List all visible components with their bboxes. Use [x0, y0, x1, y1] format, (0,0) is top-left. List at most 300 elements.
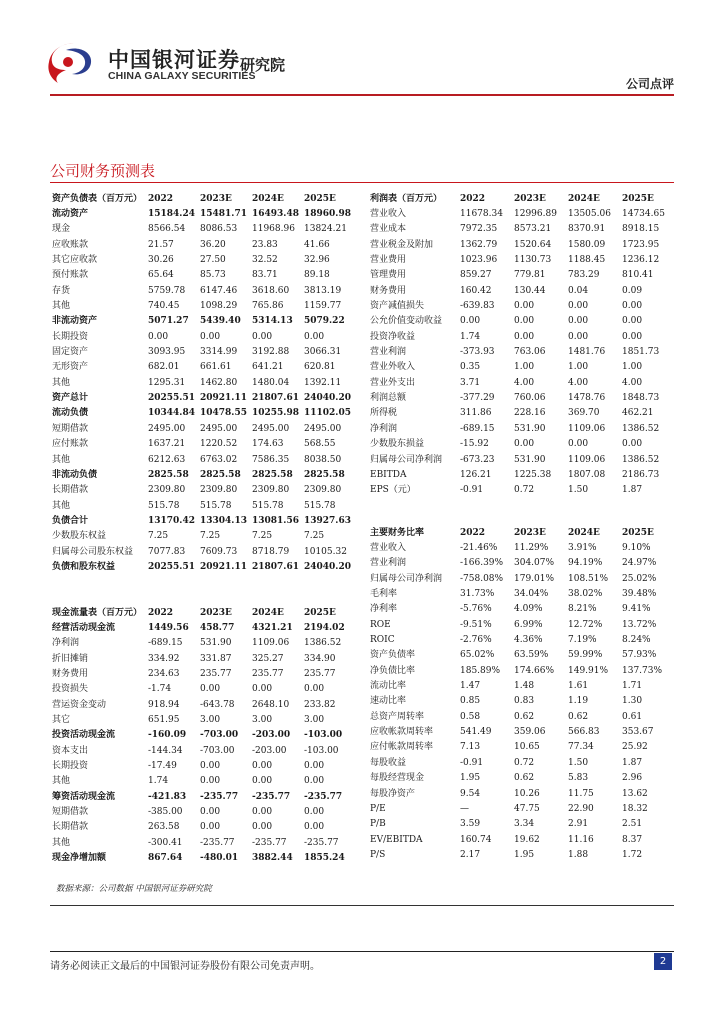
cell-value: 11968.96 [252, 224, 295, 235]
row-label: 每股经营现金 [370, 773, 425, 784]
table-row [368, 648, 674, 663]
cell-value: 24.97% [622, 558, 657, 569]
cell-value: 2.91 [568, 819, 589, 830]
cell-value: 0.00 [252, 761, 273, 772]
cell-value: 1481.76 [568, 347, 606, 358]
cell-value: 0.00 [514, 301, 535, 312]
table-row [50, 728, 354, 743]
cell-value: 1855.24 [304, 853, 345, 864]
row-label: 非流动资产 [52, 316, 98, 327]
table-header-row [368, 191, 674, 206]
row-label: 净负债比率 [370, 665, 416, 676]
cell-value: 682.01 [148, 362, 180, 373]
cell-value: 0.00 [514, 439, 535, 450]
cell-value: 22.90 [568, 803, 594, 814]
cell-value: 1362.79 [460, 239, 498, 250]
row-label: 非流动负债 [52, 469, 98, 480]
cell-value: 1236.12 [622, 255, 660, 266]
table-row [368, 571, 674, 586]
cell-value: 13.62 [622, 788, 648, 799]
cell-value: 1.00 [514, 362, 535, 373]
cell-value: 2186.73 [622, 469, 660, 480]
cell-value: 0.00 [622, 439, 643, 450]
table-row [50, 636, 354, 651]
cell-value: 11.16 [568, 834, 594, 845]
table-row [368, 663, 674, 678]
cell-value: 38.02% [568, 589, 603, 600]
table-row [368, 452, 674, 467]
column-header: 2022 [460, 527, 486, 538]
cell-value: 1.48 [514, 681, 535, 692]
cell-value: 0.00 [622, 316, 643, 327]
cell-value: 160.42 [460, 285, 492, 296]
cell-value: 531.90 [200, 638, 232, 649]
cell-value: 137.73% [622, 665, 663, 676]
cell-value: 2309.80 [252, 485, 290, 496]
column-header: 2022 [148, 193, 174, 204]
cell-value: 325.27 [252, 653, 284, 664]
cell-value: 6763.02 [200, 454, 238, 465]
cell-value: 13304.13 [200, 515, 247, 526]
cell-value: 1.19 [568, 696, 589, 707]
cell-value: 30.26 [148, 255, 174, 266]
cell-value: 4.00 [622, 377, 643, 388]
cell-value: 9.41% [622, 604, 651, 615]
cell-value: -9.51% [460, 619, 492, 630]
table-row [368, 540, 674, 555]
table-row [50, 222, 354, 237]
cell-value: 5.83 [568, 773, 589, 784]
cell-value: -235.77 [252, 791, 291, 802]
cell-value: 21807.61 [252, 393, 299, 404]
cell-value: 13081.56 [252, 515, 299, 526]
cell-value: 6212.63 [148, 454, 186, 465]
table-row [50, 774, 354, 789]
column-header: 2024E [568, 193, 600, 204]
column-header: 2023E [200, 193, 232, 204]
row-label: 无形资产 [52, 362, 89, 373]
cell-value: 0.00 [460, 316, 481, 327]
institute-label: 研究院 [240, 56, 286, 74]
page-number: 2 [654, 953, 672, 970]
row-label: 短期借款 [52, 807, 89, 818]
cell-value: 4.36% [514, 635, 543, 646]
cell-value: 1580.09 [568, 239, 606, 250]
cell-value: 515.78 [304, 500, 336, 511]
cell-value: 10.65 [514, 742, 540, 753]
cell-value: 311.86 [460, 408, 492, 419]
row-label: 营业费用 [370, 255, 407, 266]
cell-value: 0.00 [252, 331, 273, 342]
cell-value: 149.91% [568, 665, 609, 676]
column-header: 2022 [148, 607, 174, 618]
row-label: 营业税金及附加 [370, 239, 434, 250]
cell-value: 0.62 [568, 711, 589, 722]
brand-name-cn: 中国银河证券 [108, 48, 240, 72]
cell-value: 13927.63 [304, 515, 351, 526]
cell-value: 7077.83 [148, 546, 186, 557]
cell-value: 1386.52 [304, 638, 342, 649]
table-row [368, 694, 674, 709]
cell-value: 0.72 [514, 485, 535, 496]
cell-value: 235.77 [304, 669, 336, 680]
cell-value: 15184.24 [148, 209, 195, 220]
cell-value: 0.00 [200, 331, 221, 342]
cell-value: 2309.80 [304, 485, 342, 496]
cell-value: 11102.05 [304, 408, 351, 419]
cell-value: 0.00 [148, 331, 169, 342]
cell-value: 5079.22 [304, 316, 345, 327]
cell-value: -103.00 [304, 730, 343, 741]
cell-value: -703.00 [200, 745, 235, 756]
cell-value: 8.24% [622, 635, 651, 646]
cell-value: 7.25 [200, 531, 221, 542]
row-label: 资产总计 [52, 393, 89, 404]
cell-value: -0.91 [460, 757, 484, 768]
table-row [50, 820, 354, 835]
row-label: ROIC [370, 635, 395, 646]
cell-value: 34.04% [514, 589, 549, 600]
cell-value: 3.91% [568, 543, 597, 554]
cell-value: 2648.10 [252, 699, 290, 710]
cell-value: 859.27 [460, 270, 492, 281]
cell-value: 13.72% [622, 619, 657, 630]
cell-value: 462.21 [622, 408, 654, 419]
cell-value: 8.37 [622, 834, 643, 845]
cell-value: 0.00 [304, 761, 325, 772]
cell-value: 1.72 [622, 849, 643, 860]
row-label: P/E [370, 803, 386, 814]
cell-value: -673.23 [460, 454, 495, 465]
table-row [50, 513, 354, 528]
table-row [50, 206, 354, 221]
cell-value: 77.34 [568, 742, 594, 753]
cell-value: 7586.35 [252, 454, 290, 465]
cell-value: 0.04 [568, 285, 589, 296]
row-label: EV/EBITDA [370, 834, 423, 845]
cell-value: 6147.46 [200, 285, 238, 296]
table-row [50, 697, 354, 712]
cell-value: 1188.45 [568, 255, 606, 266]
cell-value: 11.75 [568, 788, 594, 799]
row-label: 资本支出 [52, 745, 89, 756]
table-row [368, 390, 674, 405]
cell-value: 7972.35 [460, 224, 498, 235]
table-row [50, 851, 354, 866]
row-label: 固定资产 [52, 347, 89, 358]
table-row [50, 421, 354, 436]
cell-value: 3093.95 [148, 347, 186, 358]
row-label: ROE [370, 619, 391, 630]
cell-value: 3882.44 [252, 853, 293, 864]
cell-value: -235.77 [200, 837, 235, 848]
cell-value: 3314.99 [200, 347, 238, 358]
cell-value: -377.29 [460, 393, 495, 404]
cell-value: 7609.73 [200, 546, 238, 557]
column-header: 2023E [514, 527, 546, 538]
column-header: 2024E [568, 527, 600, 538]
cell-value: -21.46% [460, 543, 498, 554]
cell-value: 25.92 [622, 742, 648, 753]
cell-value: 1098.29 [200, 301, 238, 312]
column-header: 2025E [304, 193, 336, 204]
row-label: 其它 [52, 715, 71, 726]
cell-value: 108.51% [568, 573, 609, 584]
cell-value: 11.29% [514, 543, 549, 554]
cell-value: 0.09 [622, 285, 643, 296]
row-label: 长期借款 [52, 822, 89, 833]
table-row [368, 268, 674, 283]
cell-value: 0.00 [622, 301, 643, 312]
cell-value: 531.90 [514, 454, 546, 465]
cell-value: 1.71 [622, 681, 643, 692]
cell-value: 1386.52 [622, 423, 660, 434]
cell-value: 1.87 [622, 485, 643, 496]
cell-value: 4.00 [514, 377, 535, 388]
cell-value: -2.76% [460, 635, 492, 646]
row-label: 营业收入 [370, 209, 407, 220]
row-label: 其他 [52, 500, 71, 511]
table-row [50, 252, 354, 267]
cell-value: 13505.06 [568, 209, 611, 220]
table-bottom-divider [50, 905, 674, 906]
table-row [368, 847, 674, 862]
cell-value: 4321.21 [252, 623, 293, 634]
cell-value: 8370.91 [568, 224, 606, 235]
row-label: 长期投资 [52, 761, 89, 772]
cell-value: 1.47 [460, 681, 481, 692]
cell-value: 65.02% [460, 650, 495, 661]
cell-value: 65.64 [148, 270, 174, 281]
row-label: 营业外收入 [370, 362, 416, 373]
row-label: 速动比率 [370, 696, 407, 707]
cell-value: 23.83 [252, 239, 278, 250]
table-row [368, 755, 674, 770]
cell-value: 0.00 [200, 807, 221, 818]
table-row [368, 344, 674, 359]
cell-value: 3.00 [304, 715, 325, 726]
cell-value: 515.78 [200, 500, 232, 511]
cell-value: -15.92 [460, 439, 489, 450]
cell-value: -689.15 [148, 638, 183, 649]
cell-value: 0.00 [304, 331, 325, 342]
cell-value: 0.00 [514, 316, 535, 327]
cell-value: 1023.96 [460, 255, 498, 266]
cell-value: 1220.52 [200, 439, 238, 450]
table-row [50, 712, 354, 727]
cell-value: -0.91 [460, 485, 484, 496]
cell-value: 0.00 [568, 331, 589, 342]
row-label: 投资活动现金流 [52, 730, 116, 741]
row-label: 净利润 [52, 638, 80, 649]
cell-value: 8918.15 [622, 224, 660, 235]
row-label: 筹资活动现金流 [52, 791, 116, 802]
income-statement-table [368, 191, 674, 498]
cell-value: 2495.00 [252, 423, 290, 434]
cell-value: 2194.02 [304, 623, 345, 634]
cell-value: 233.82 [304, 699, 336, 710]
table-row [368, 421, 674, 436]
cell-value: 458.77 [200, 623, 235, 634]
cell-value: 304.07% [514, 558, 555, 569]
table-row [50, 758, 354, 773]
cell-value: 0.72 [514, 757, 535, 768]
cell-value: 2825.58 [252, 469, 293, 480]
cell-value: -5.76% [460, 604, 492, 615]
row-label: 少数股东损益 [370, 439, 425, 450]
cell-value: 126.21 [460, 469, 492, 480]
cell-value: 2309.80 [148, 485, 186, 496]
row-label: 财务费用 [52, 669, 89, 680]
row-label: 净利润 [370, 423, 398, 434]
cell-value: 10255.98 [252, 408, 299, 419]
cell-value: 3.71 [460, 377, 481, 388]
row-label: 每股净资产 [370, 788, 416, 799]
cell-value: 7.25 [148, 531, 169, 542]
table-row [50, 390, 354, 405]
table-row [50, 283, 354, 298]
cell-value: 89.18 [304, 270, 330, 281]
cell-value: 763.06 [514, 347, 546, 358]
cell-value: 0.61 [622, 711, 643, 722]
cell-value: -144.34 [148, 745, 183, 756]
cell-value: 32.96 [304, 255, 330, 266]
cell-value: 13824.21 [304, 224, 347, 235]
table-row [50, 559, 354, 574]
table-row [50, 467, 354, 482]
cell-value: 3813.19 [304, 285, 342, 296]
cell-value: 810.41 [622, 270, 654, 281]
cell-value: -203.00 [252, 730, 291, 741]
cell-value: 18.32 [622, 803, 648, 814]
table-row [50, 483, 354, 498]
cell-value: 7.13 [460, 742, 481, 753]
table-row [368, 483, 674, 498]
cell-value: 541.49 [460, 727, 492, 738]
cell-value: 0.00 [568, 316, 589, 327]
cell-value: 1225.38 [514, 469, 552, 480]
cell-value: 2825.58 [200, 469, 241, 480]
cell-value: 25.02% [622, 573, 657, 584]
cell-value: 760.06 [514, 393, 546, 404]
row-label: 营运资金变动 [52, 699, 107, 710]
row-label: 投资损失 [52, 684, 89, 695]
table-row [50, 452, 354, 467]
cell-value: 5439.40 [200, 316, 241, 327]
table-row [368, 437, 674, 452]
cell-value: 3.34 [514, 819, 535, 830]
document-type: 公司点评 [625, 77, 674, 91]
cell-value: 7.25 [252, 531, 273, 542]
cell-value: 21.57 [148, 239, 174, 250]
row-label: 流动资产 [52, 209, 89, 220]
cell-value: 359.06 [514, 727, 546, 738]
cell-value: 8.21% [568, 604, 597, 615]
row-label: 投资净收益 [370, 331, 416, 342]
row-label: EPS（元） [370, 485, 416, 496]
table-row [368, 237, 674, 252]
cell-value: -480.01 [200, 853, 239, 864]
cell-value: 765.86 [252, 301, 284, 312]
cell-value: 7.25 [304, 531, 325, 542]
data-source-note: 数据来源：公司数据 中国银河证券研究院 [56, 884, 212, 894]
row-label: 营业利润 [370, 347, 407, 358]
row-label: 归属母公司净利润 [370, 573, 443, 584]
table-row [50, 298, 354, 313]
table-row [50, 620, 354, 635]
cell-value: 1109.06 [252, 638, 290, 649]
row-label: 所得税 [370, 408, 398, 419]
cell-value: -235.77 [252, 837, 287, 848]
cell-value: 10105.32 [304, 546, 347, 557]
cell-value: 1851.73 [622, 347, 660, 358]
cell-value: 160.74 [460, 834, 492, 845]
cell-value: -639.83 [460, 301, 495, 312]
cell-value: 1.74 [148, 776, 169, 787]
cell-value: 779.81 [514, 270, 546, 281]
cell-value: 353.67 [622, 727, 654, 738]
row-label: 营业利润 [370, 558, 407, 569]
cell-value: 12996.89 [514, 209, 557, 220]
cell-value: 5071.27 [148, 316, 189, 327]
table-title: 主要财务比率 [370, 527, 425, 538]
cell-value: 2825.58 [304, 469, 345, 480]
cell-value: 3192.88 [252, 347, 290, 358]
cell-value: 3.00 [200, 715, 221, 726]
cell-value: -703.00 [200, 730, 239, 741]
row-label: 现金净增加额 [52, 853, 107, 864]
cell-value: 783.29 [568, 270, 600, 281]
row-label: 负债和股东权益 [52, 561, 116, 572]
cell-value: 263.58 [148, 822, 180, 833]
table-row [368, 832, 674, 847]
cell-value: 1723.95 [622, 239, 660, 250]
cell-value: 12.72% [568, 619, 603, 630]
table-row [50, 544, 354, 559]
table-row [50, 666, 354, 681]
table-row [368, 801, 674, 816]
table-row [368, 360, 674, 375]
cell-value: 21807.61 [252, 561, 299, 572]
row-label: 折旧摊销 [52, 653, 89, 664]
cell-value: 20921.11 [200, 561, 247, 572]
cell-value: -1.74 [148, 684, 172, 695]
table-row [368, 375, 674, 390]
cell-value: — [460, 803, 469, 814]
cell-value: 1.87 [622, 757, 643, 768]
table-row [368, 724, 674, 739]
cell-value: -235.77 [200, 791, 239, 802]
table-row [50, 529, 354, 544]
cell-value: 228.16 [514, 408, 546, 419]
cell-value: 1.61 [568, 681, 589, 692]
column-header: 2024E [252, 607, 284, 618]
cell-value: 174.63 [252, 439, 284, 450]
row-label: 利润总额 [370, 393, 407, 404]
brand-name-en: CHINA GALAXY SECURITIES [108, 70, 256, 82]
row-label: 总资产周转率 [370, 711, 425, 722]
cell-value: 57.93% [622, 650, 657, 661]
cell-value: 2.96 [622, 773, 643, 784]
cell-value: 2309.80 [200, 485, 238, 496]
cell-value: 1159.77 [304, 301, 342, 312]
table-row [368, 556, 674, 571]
cell-value: 0.85 [460, 696, 481, 707]
table-row [50, 743, 354, 758]
cell-value: 31.73% [460, 589, 495, 600]
cell-value: 16493.48 [252, 209, 299, 220]
cell-value: -373.93 [460, 347, 495, 358]
